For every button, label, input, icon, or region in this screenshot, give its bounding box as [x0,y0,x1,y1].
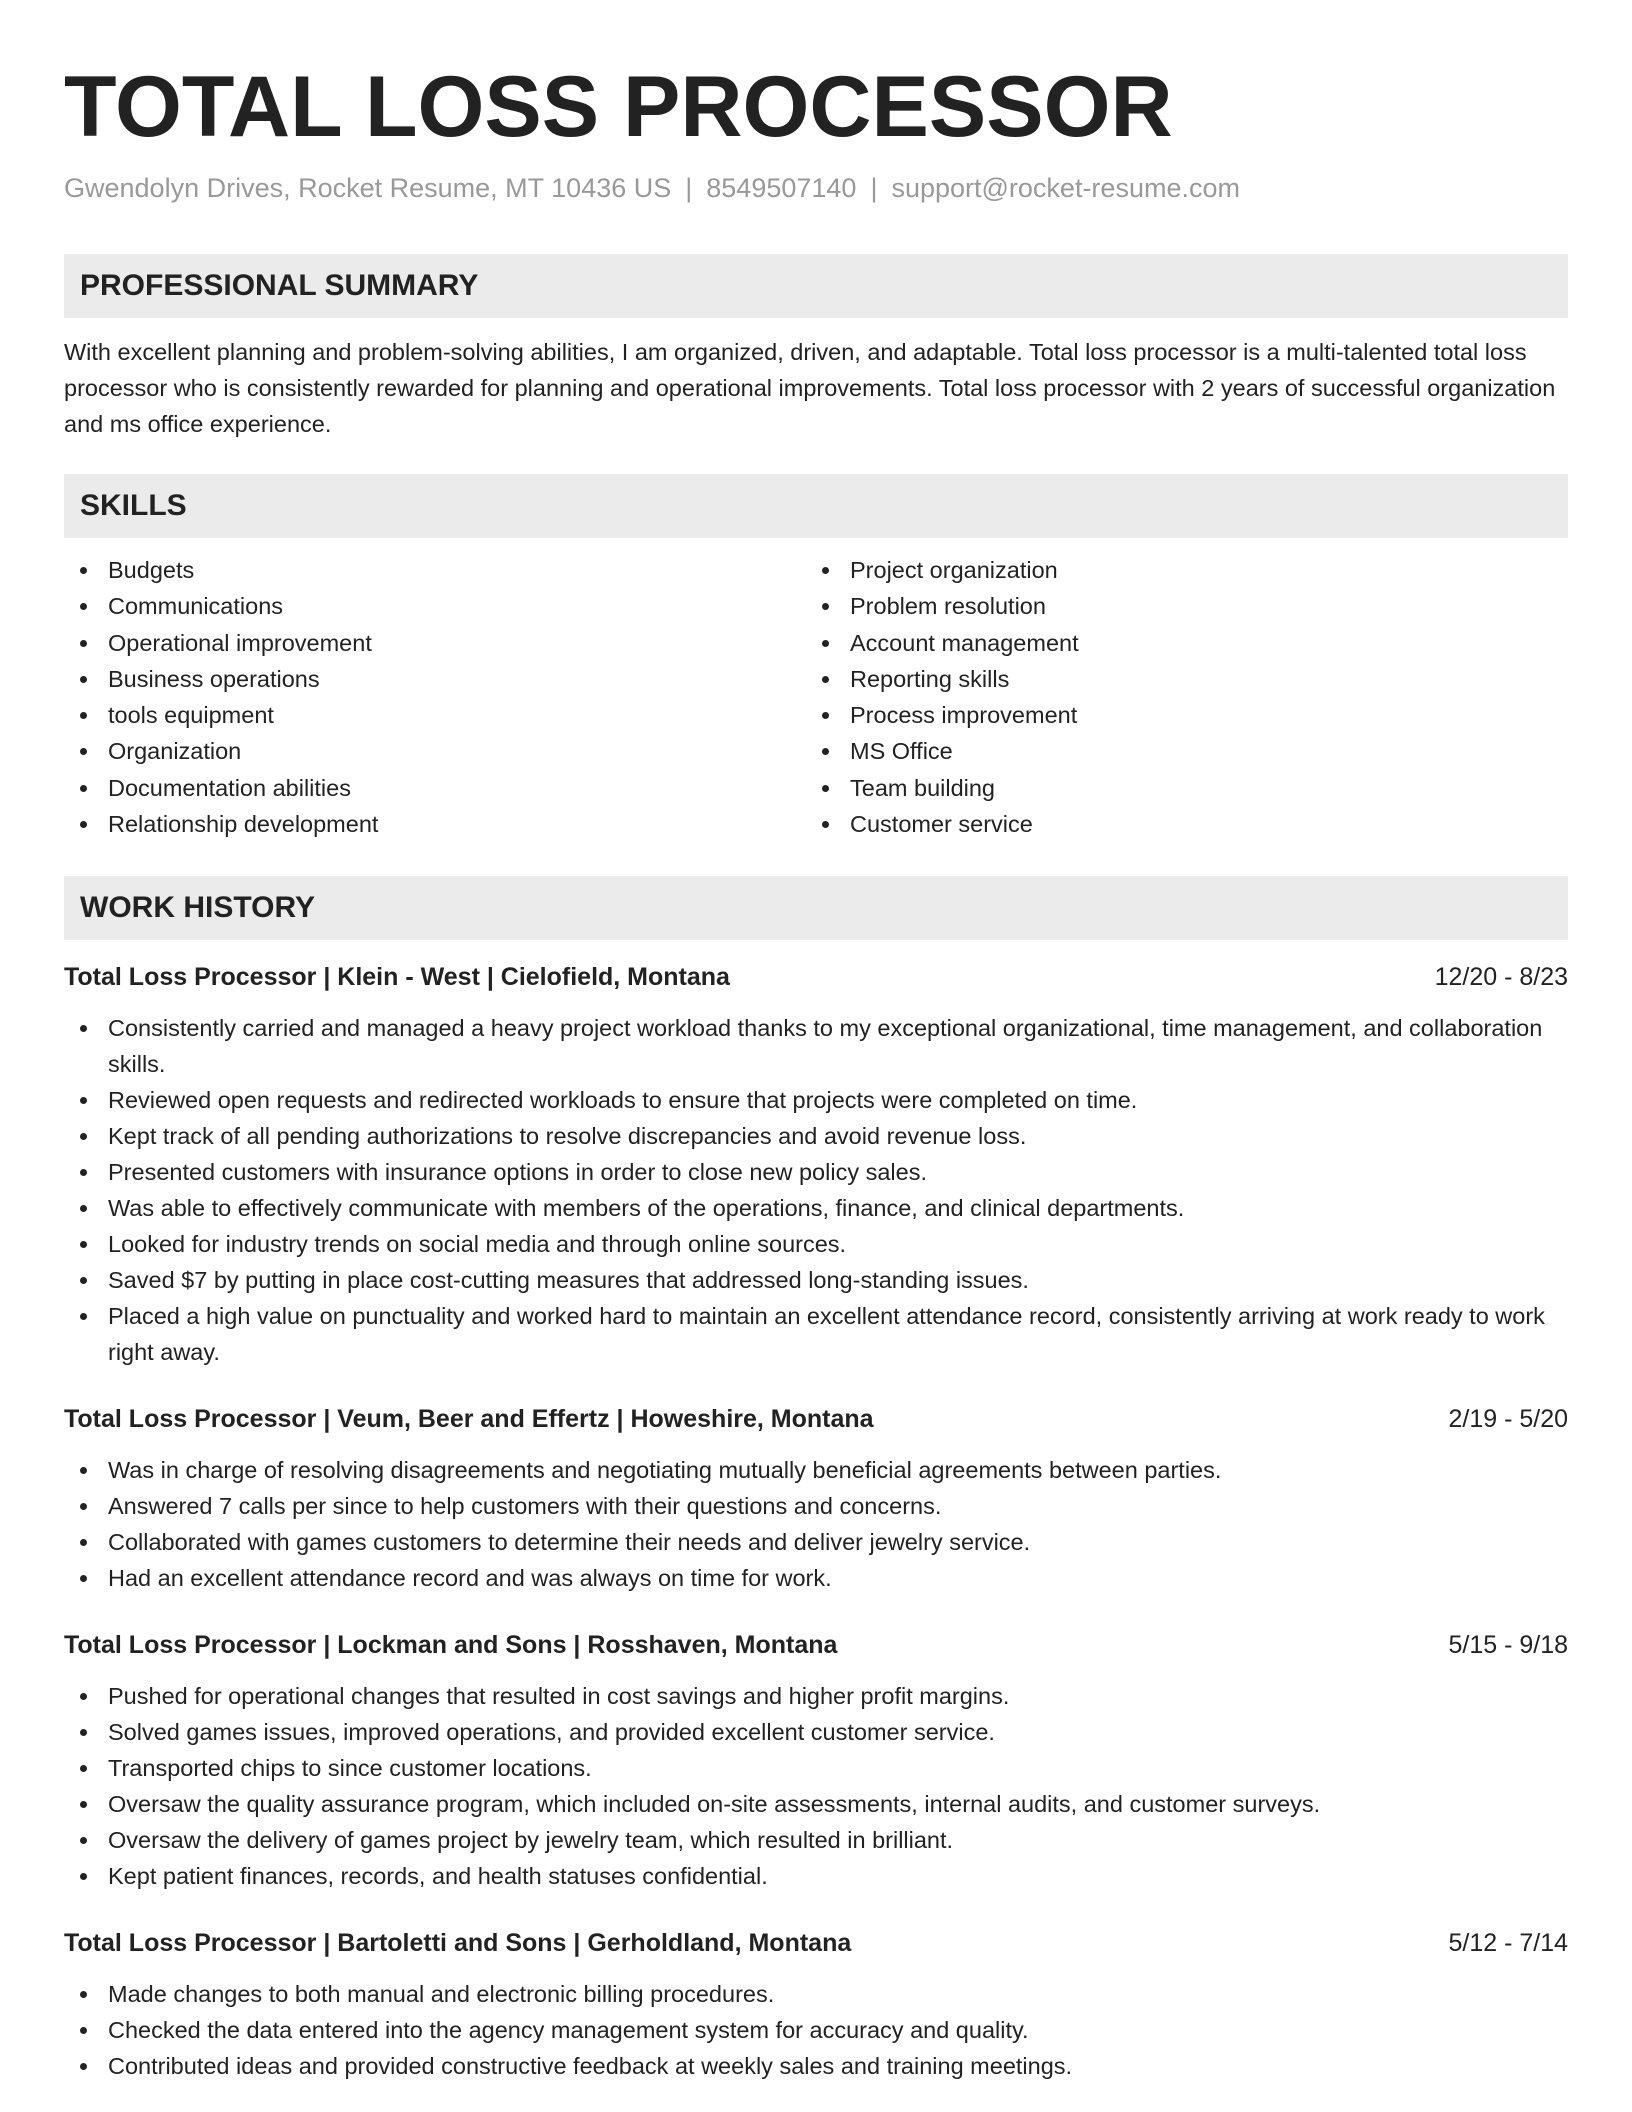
job-bullet-item: Kept patient finances, records, and health statuses confidential. [64,1858,1568,1894]
contact-address: Gwendolyn Drives, Rocket Resume, MT 10436 US [64,173,672,203]
job-bullet-item: Made changes to both manual and electronic billing procedures. [64,1976,1568,2012]
section-header-skills: SKILLS [64,474,1568,538]
job-bullet-item: Oversaw the quality assurance program, which included on-site assessments, internal audits, and customer surveys. [64,1786,1568,1822]
job-bullet-item: Placed a high value on punctuality and worked hard to maintain an excellent attendance record, consistently arriving at work ready to work right away. [64,1298,1568,1370]
job-bullet-item: Presented customers with insurance options in order to close new policy sales. [64,1154,1568,1190]
contact-phone: 8549507140 [706,173,857,203]
contact-separator: | [685,173,693,203]
job-bullet-item: Reviewed open requests and redirected workloads to ensure that projects were completed on time. [64,1082,1568,1118]
job-bullet-item: Saved $7 by putting in place cost-cutting measures that addressed long-standing issues. [64,1262,1568,1298]
skill-item: Team building [806,770,1548,806]
job-title: Total Loss Processor | Klein - West | Cielofield, Montana [64,963,730,992]
job-bullet-item: Collaborated with games customers to determine their needs and deliver jewelry service. [64,1524,1568,1560]
job-title: Total Loss Processor | Bartoletti and Sons | Gerholdland, Montana [64,1929,852,1958]
job-entry [64,1628,1568,1894]
skill-item: Problem resolution [806,588,1548,624]
job-bullet-item: Answered 7 calls per since to help customers with their questions and concerns. [64,1488,1568,1524]
summary-text: With excellent planning and problem-solving abilities, I am organized, driven, and adaptable. Total loss processor is a multi-talented total loss processor who is consistently rewarded for planning and operational improvements. Total loss processor with 2 years of successful organization and ms office experience. [64,339,1556,437]
job-bullet-item: Was in charge of resolving disagreements and negotiating mutually beneficial agreements between parties. [64,1452,1568,1488]
work-history-list [64,960,1568,2084]
job-bullet-item: Solved games issues, improved operations, and provided excellent customer service. [64,1714,1568,1750]
job-bullet-item: Consistently carried and managed a heavy project workload thanks to my exceptional organizational, time management, and collaboration skills. [64,1010,1568,1082]
section-header-work-history: WORK HISTORY [64,876,1568,940]
skill-item: Documentation abilities [64,770,806,806]
skills-column-right [806,552,1548,842]
job-dates: 5/15 - 9/18 [1448,1631,1568,1660]
skills-grid [64,552,1568,842]
skill-item: Project organization [806,552,1548,588]
job-title: Total Loss Processor | Lockman and Sons | Rosshaven, Montana [64,1631,838,1660]
skill-item: Customer service [806,806,1548,842]
job-entry [64,960,1568,1370]
skill-item: tools equipment [64,697,806,733]
job-bullets [64,1976,1568,2084]
job-title: Total Loss Processor | Veum, Beer and Effertz | Howeshire, Montana [64,1405,874,1434]
skill-item: Communications [64,588,806,624]
job-header [64,1926,1568,1960]
job-bullet-item: Looked for industry trends on social media and through online sources. [64,1226,1568,1262]
job-header [64,1628,1568,1662]
skill-item: MS Office [806,733,1548,769]
section-header-summary: PROFESSIONAL SUMMARY [64,254,1568,318]
resume-title: TOTAL LOSS PROCESSOR [64,59,1173,155]
contact-line [64,170,1568,206]
job-header [64,1402,1568,1436]
job-bullets [64,1010,1568,1370]
skill-item: Reporting skills [806,661,1548,697]
job-bullets [64,1452,1568,1596]
job-bullet-item: Checked the data entered into the agency management system for accuracy and quality. [64,2012,1568,2048]
skill-item: Process improvement [806,697,1548,733]
job-bullet-item: Oversaw the delivery of games project by jewelry team, which resulted in brilliant. [64,1822,1568,1858]
job-bullet-item: Kept track of all pending authorizations to resolve discrepancies and avoid revenue loss. [64,1118,1568,1154]
job-bullet-item: Pushed for operational changes that resulted in cost savings and higher profit margins. [64,1678,1568,1714]
job-dates: 5/12 - 7/14 [1448,1929,1568,1958]
skill-item: Organization [64,733,806,769]
skill-item: Business operations [64,661,806,697]
job-bullets [64,1678,1568,1894]
job-entry [64,1402,1568,1596]
skill-item: Relationship development [64,806,806,842]
skill-item: Budgets [64,552,806,588]
job-dates: 2/19 - 5/20 [1448,1405,1568,1434]
job-header [64,960,1568,994]
job-bullet-item: Contributed ideas and provided constructive feedback at weekly sales and training meetings. [64,2048,1568,2084]
contact-email: support@rocket-resume.com [891,173,1240,203]
job-entry [64,1926,1568,2084]
job-bullet-item: Was able to effectively communicate with members of the operations, finance, and clinical departments. [64,1190,1568,1226]
skills-column-left [64,552,806,842]
skill-item: Account management [806,625,1548,661]
job-bullet-item: Had an excellent attendance record and was always on time for work. [64,1560,1568,1596]
job-bullet-item: Transported chips to since customer locations. [64,1750,1568,1786]
contact-separator: | [870,173,878,203]
job-dates: 12/20 - 8/23 [1434,963,1568,992]
skill-item: Operational improvement [64,625,806,661]
